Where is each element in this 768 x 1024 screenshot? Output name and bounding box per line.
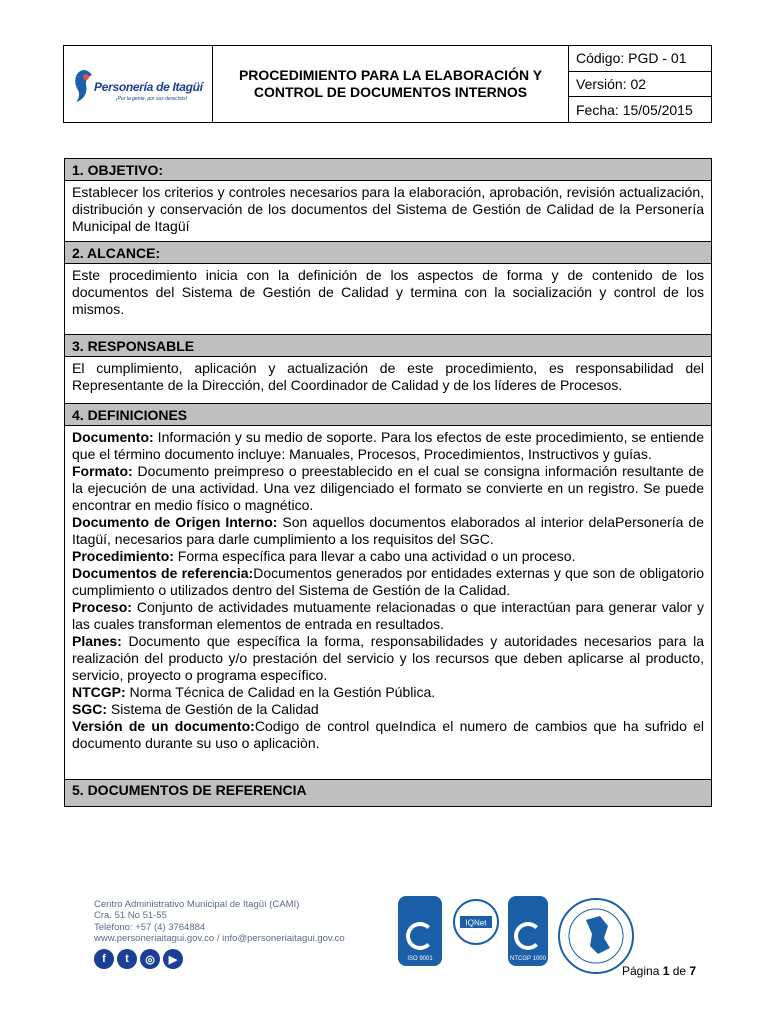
definition-text: Sistema de Gestión de la Calidad (107, 701, 319, 717)
objetivo-body (65, 181, 711, 242)
definition-term: NTCGP: (72, 684, 126, 700)
logo-cell (64, 46, 213, 122)
address-line[interactable]: www.personeriaitagui.gov.co / info@personeriaitagui.gov.co (94, 933, 345, 945)
cert-label: ISO 9001 (407, 956, 433, 962)
objetivo-heading: 1. OBJETIVO: (65, 159, 711, 181)
document-meta (569, 46, 711, 122)
address-line: Teléfono: +57 (4) 3764884 (94, 921, 206, 933)
iqnet-cert-icon (452, 896, 500, 966)
definition-term: Formato: (72, 463, 133, 479)
iso-9001-cert-icon (398, 896, 442, 966)
responsable-text: El cumplimiento, aplicación y actualización de este procedimiento, es responsabilidad del Representante de la Dirección, del Coordinador de Calidad y de los líderes de Procesos. (72, 360, 704, 393)
footer-address (94, 899, 345, 945)
definition-item (72, 718, 704, 752)
cert-label: IQNet (465, 918, 487, 928)
definition-item (72, 633, 704, 684)
cert-label: NTCGP 1000 (510, 956, 546, 962)
definiciones-heading: 4. DEFINICIONES (65, 404, 711, 426)
logo-name: Personería de Itagüí (94, 80, 203, 94)
definiciones-body (65, 426, 711, 780)
document-header (63, 45, 712, 123)
definition-text: Documento preimpreso o preestablecido en el cual se consigna información resultante de la ejecución de una actividad. Una vez diligenciado el formato se convierte en un registro. Se puede encontrar en medio físico o magnético. (72, 463, 704, 513)
content-table (64, 158, 712, 807)
alcance-heading: 2. ALCANCE: (65, 242, 711, 264)
definition-text: Documento que específica la forma, responsabilidades y autoridades necesarios para la realización del producto y/o prestación del servicio y los recursos que deben aplicarse al producto, servicio, proyecto o programa específico. (72, 633, 704, 683)
page-number (622, 964, 696, 978)
alcance-body (65, 264, 711, 335)
logo-tagline: ¡Por la gente, por sus derechos! (116, 96, 188, 102)
definition-term: Proceso: (72, 599, 132, 615)
definition-item (72, 463, 704, 514)
page-prefix: Página (622, 964, 663, 978)
definition-text: Codigo de control queIndica el numero de cambios que ha sufrido el documento durante su uso o aplicaciòn. (72, 718, 704, 751)
definition-item (72, 599, 704, 633)
title-line-2: CONTROL DE DOCUMENTOS INTERNOS (253, 84, 528, 100)
definition-text: Norma Técnica de Calidad en la Gestión Pública. (125, 684, 436, 700)
documentos-referencia-heading: 5. DOCUMENTOS DE REFERENCIA (65, 780, 711, 806)
definition-text: Documentos generados por entidades externas y que son de obligatorio cumplimiento o utilizados dentro del Sistema de Gestión de la Calidad. (72, 565, 705, 598)
responsable-body (65, 357, 711, 404)
definition-item (72, 429, 704, 463)
version: Versión: 02 (569, 72, 711, 98)
personeria-logo-icon (70, 68, 96, 104)
definition-text: Conjunto de actividades mutuamente relacionadas o que interactúan para generar valor y las cuales transforman elementos de entrada en resultados. (72, 599, 704, 632)
youtube-icon[interactable]: ▶ (163, 949, 183, 969)
definition-term: Versión de un documento: (72, 718, 255, 734)
page-total: 7 (689, 964, 697, 978)
definition-item (72, 565, 704, 599)
definition-text: Forma específica para llevar a cabo una actividad o un proceso. (173, 548, 576, 564)
alcance-text: Este procedimiento inicia con la definición de los aspectos de forma y de contenido de los documentos del Sistema de Gestión de Calidad y termina con la socialización y control de los mismos. (72, 267, 704, 317)
definition-term: Procedimiento: (72, 548, 174, 564)
definition-term: Documento: (72, 429, 154, 445)
address-line: Centro Administrativo Municipal de Itagüí (CAMI) (94, 899, 300, 910)
page-mid: de (669, 964, 690, 978)
twitter-icon[interactable]: t (117, 949, 137, 969)
document-title (213, 46, 569, 122)
definition-term: Documento de Origen Interno: (72, 514, 278, 530)
title-line-1: PROCEDIMIENTO PARA LA ELABORACIÓN Y (238, 67, 543, 83)
fecha: Fecha: 15/05/2015 (576, 101, 693, 118)
responsable-heading: 3. RESPONSABLE (65, 335, 711, 357)
definition-text: Son aquellos documentos elaborados al interior delaPersonería de Itagüí, necesarios para darle cumplimiento a los requisitos del SGC. (72, 514, 705, 547)
page-current: 1 (662, 964, 670, 978)
definition-term: SGC: (72, 701, 107, 717)
definition-item (72, 684, 704, 701)
definition-text: Información y su medio de soporte. Para los efectos de este procedimiento, se entiende que el término documento incluye: Manuales, Procesos, Procedimientos, Instructivos y guías. (72, 429, 704, 462)
facebook-icon[interactable]: f (94, 949, 114, 969)
definition-term: Planes: (72, 633, 122, 649)
objetivo-text: Establecer los criterios y controles necesarios para la elaboración, aprobación, revisión actualización, distribución y conservación de los documentos del Sistema de Gestión de Calidad de la Personería Municipal de Itagüí (72, 184, 704, 234)
instagram-icon[interactable]: ◎ (140, 949, 160, 969)
social-icons (94, 949, 183, 969)
definition-item (72, 701, 704, 718)
ntcgp-1000-cert-icon (508, 896, 548, 966)
definition-item (72, 514, 704, 548)
codigo: Código: PGD - 01 (569, 46, 711, 72)
definition-term: Documentos de referencia: (72, 565, 254, 581)
definition-item (72, 548, 704, 565)
address-line: Cra. 51 No 51-55 (94, 910, 167, 922)
